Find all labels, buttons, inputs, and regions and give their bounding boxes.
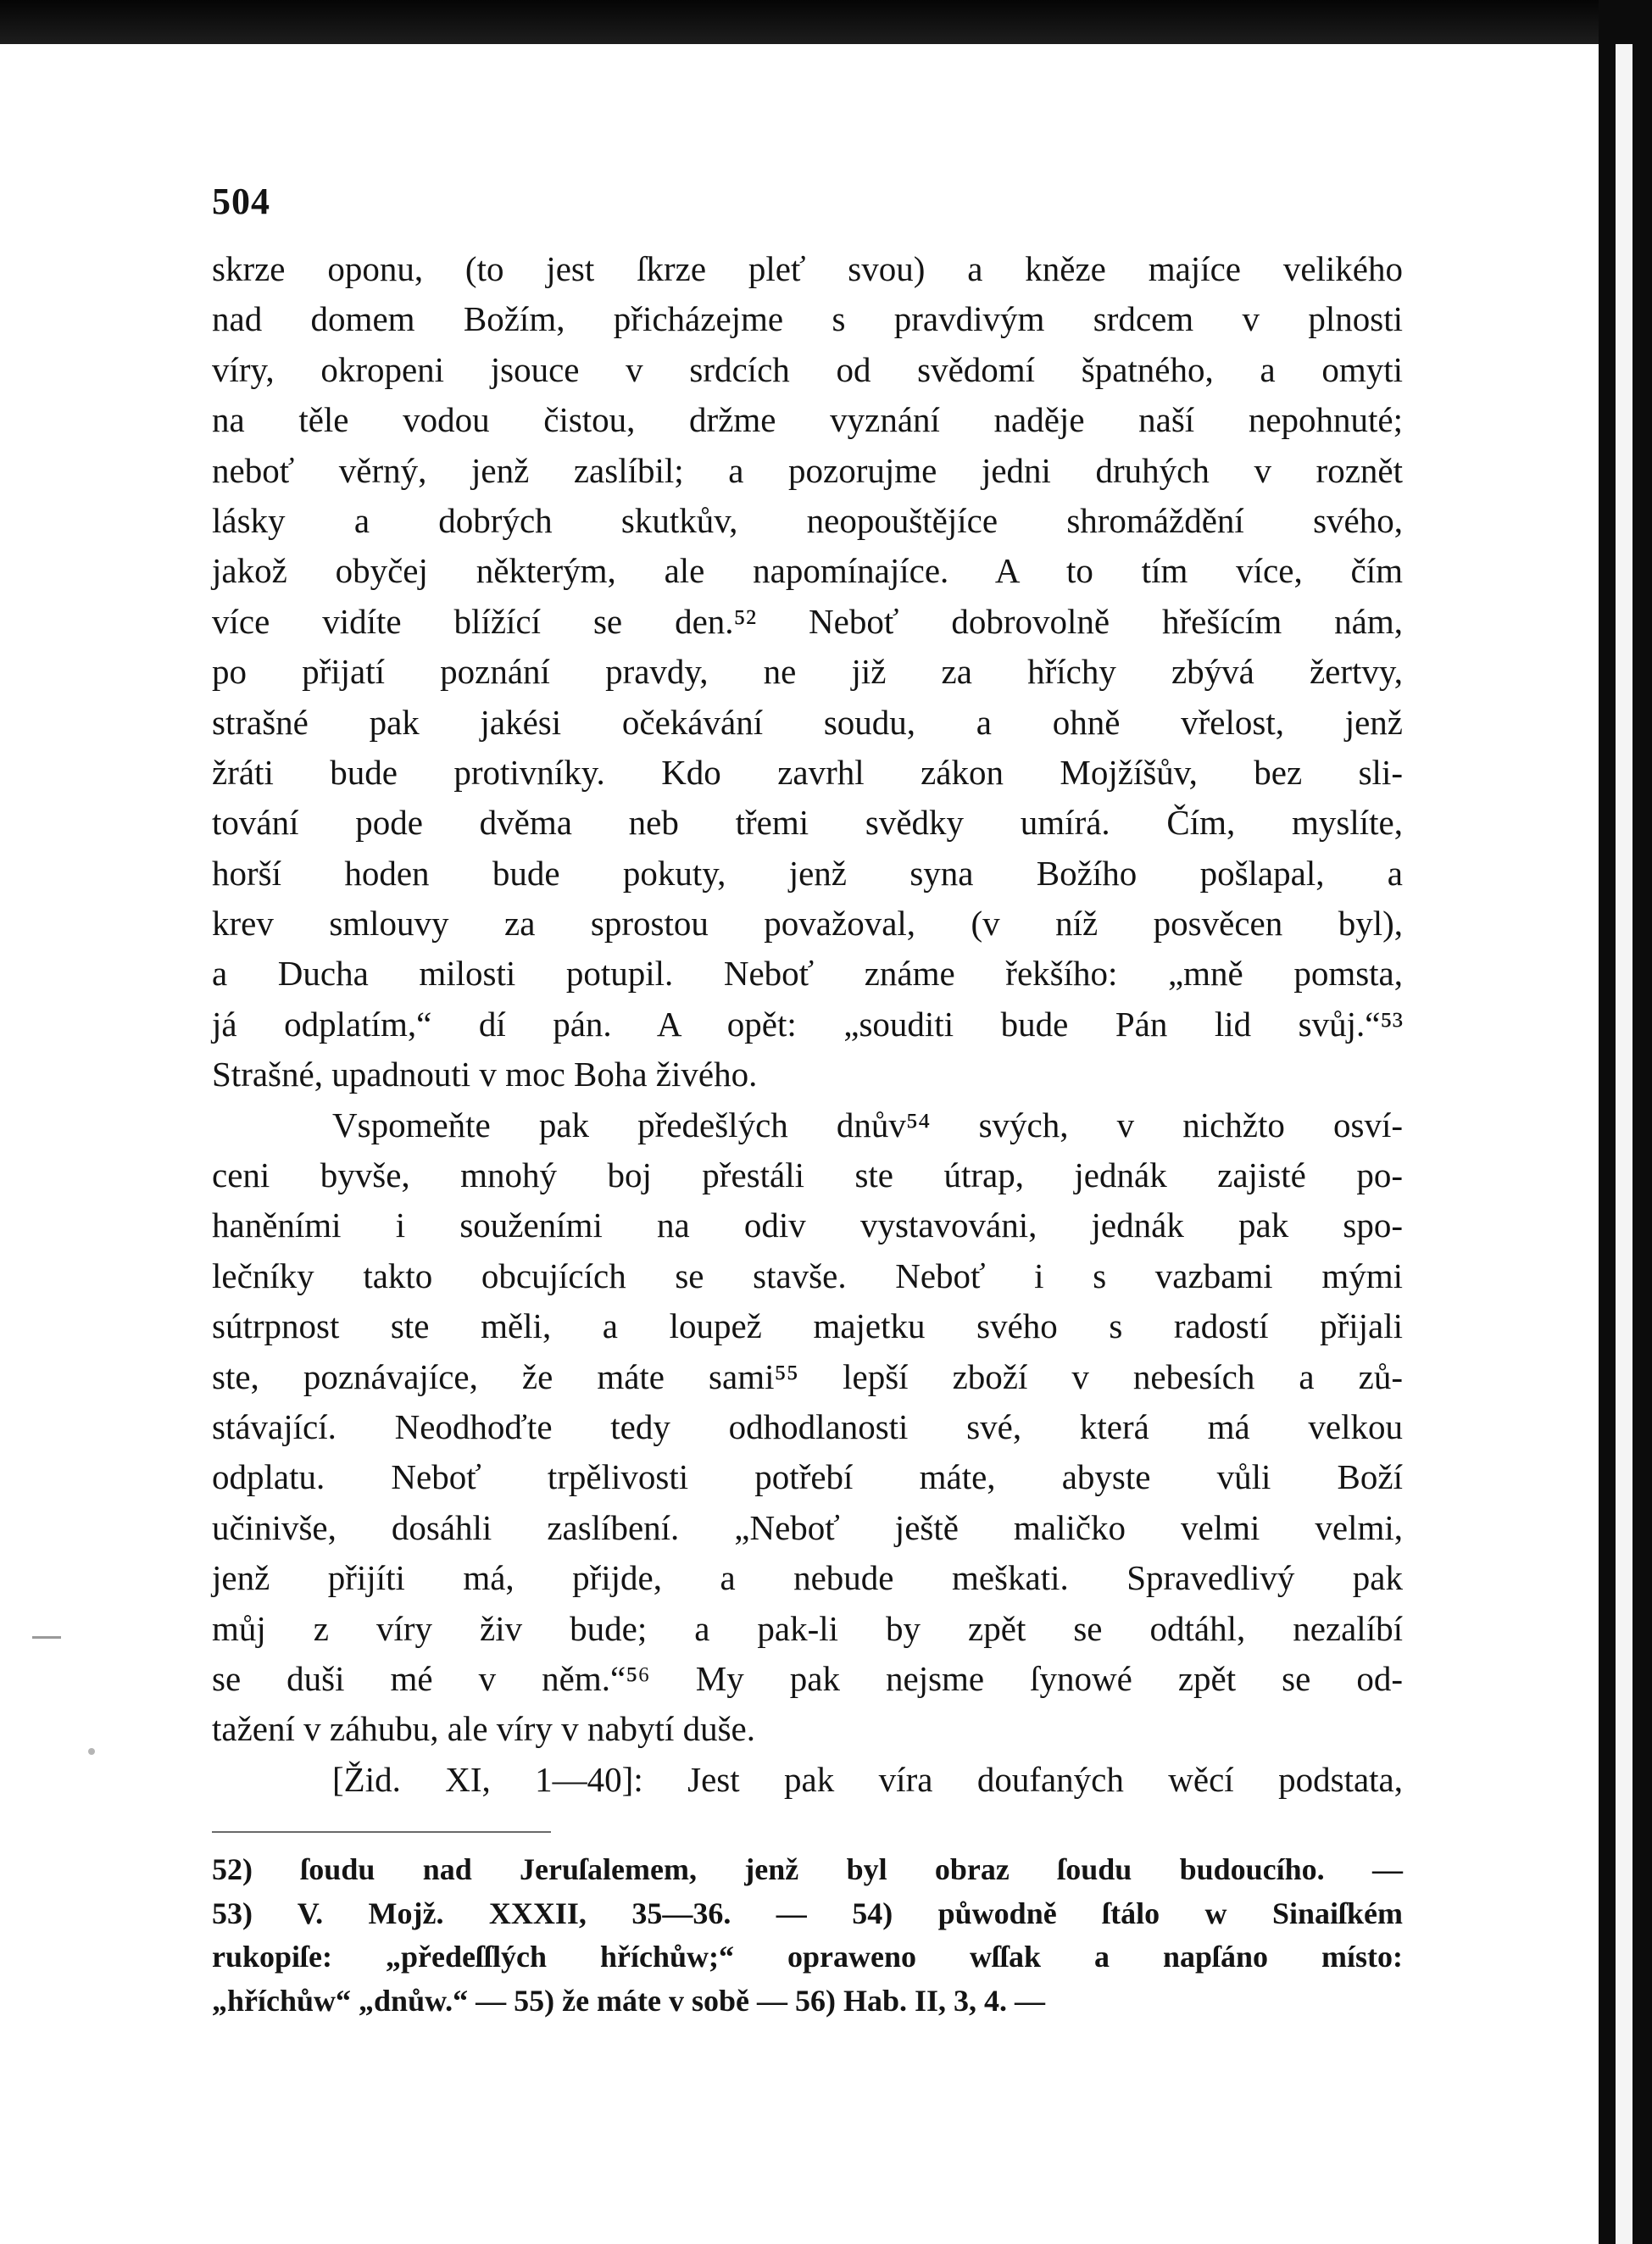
scan-margin-mark [32,1636,61,1639]
body-line: lásky a dobrých skutkův, neopouštějíce shromáždění svého, [212,500,1403,540]
body-line: jakož obyčej některým, ale napomínajíce. A to tím více, čím [212,551,1403,591]
body-line: krev smlouvy za sprostou považoval, (v níž posvěcen byl), [212,904,1403,944]
body-line: žráti bude protivníky. Kdo zavrhl zákon Mojžíšův, bez sli- [212,752,1403,792]
footnote-line: „hříchůw“ „dnůw.“ — 55) že máte v sobě — 56) Hab. II, 3, 4. — [212,1983,1046,2018]
scan-dot [88,1748,95,1755]
body-line: nad domem Božím, přicházejme s pravdivým srdcem v plnosti [212,299,1403,339]
body-line: tažení v záhubu, ale víry v nabytí duše. [212,1709,755,1749]
scan-edge-right-inner [1616,44,1633,2244]
body-line: ceni byvše, mnohý boj přestáli ste útrap, jednák zajisté po- [212,1155,1403,1195]
body-line: víry, okropeni jsouce v srdcích od svědomí špatného, a omyti [212,349,1403,389]
body-line: stávající. Neodhoďte tedy odhodlanosti své, která má velkou [212,1406,1403,1446]
footnote-line: 53) V. Mojž. XXXII, 35—36. — 54) půwodně ſtálo w Sinaiſkém [212,1896,1403,1930]
body-line: sútrpnost ste měli, a loupež majetku svého s radostí přijali [212,1306,1403,1346]
body-line: horší hoden bude pokuty, jenž syna Božího pošlapal, a [212,853,1403,893]
page-number: 504 [212,181,270,222]
body-line: haněními i souženími na odiv vystavováni, jednák pak spo- [212,1206,1403,1245]
scan-edge-top [0,0,1652,44]
body-line: se duši mé v něm.“⁵⁶ My pak nejsme ſynowé zpět se od- [212,1658,1403,1698]
footnote-divider [212,1831,551,1833]
body-line: učinivše, dosáhli zaslíbení. „Neboť ještě maličko velmi velmi, [212,1507,1403,1547]
body-line: já odplatím,“ dí pán. A opět: „souditi bude Pán lid svůj.“⁵³ [212,1004,1403,1044]
body-line: neboť věrný, jenž zaslíbil; a pozorujme jedni druhých v roznět [212,450,1403,490]
footnote-line: rukopiſe: „předeſſlých hříchůw;“ opraweno wſſak a napſáno místo: [212,1940,1403,1974]
body-line: odplatu. Neboť trpělivosti potřebí máte, abyste vůli Boží [212,1457,1403,1497]
body-line: Vspomeňte pak předešlých dnův⁵⁴ svých, v nichžto osví- [332,1105,1403,1144]
body-line: lečníky takto obcujících se stavše. Neboť i s vazbami mými [212,1256,1403,1295]
footnote-line: 52) ſoudu nad Jeruſalemem, jenž byl obraz ſoudu budoucího. — [212,1852,1403,1886]
body-line: skrze oponu, (to jest ſkrze pleť svou) a kněze majíce velikého [212,249,1403,288]
body-line: strašné pak jakési očekávání soudu, a ohně vřelost, jenž [212,702,1403,742]
body-line: jenž přijíti má, přijde, a nebude meškati. Spravedlivý pak [212,1558,1403,1598]
footnotes [212,1848,1403,2023]
body-line: můj z víry živ bude; a pak-li by zpět se odtáhl, nezalíbí [212,1608,1403,1648]
body-line: ste, poznávajíce, že máte sami⁵⁵ lepší zboží v nebesích a zů- [212,1356,1403,1396]
body-text [212,244,1403,1805]
body-line: Strašné, upadnouti v moc Boha živého. [212,1055,758,1094]
body-line: více vidíte blížící se den.⁵² Neboť dobrovolně hřešícím nám, [212,601,1403,641]
body-line: tování pode dvěma neb třemi svědky umírá. Čím, myslíte, [212,803,1403,843]
body-line: na těle vodou čistou, držme vyznání naděje naší nepohnuté; [212,400,1403,440]
body-line: [Žid. XI, 1—40]: Jest pak víra doufaných wěcí podstata, [332,1759,1403,1799]
body-line: a Ducha milosti potupil. Neboť známe řekšího: „mně pomsta, [212,954,1403,994]
body-line: po přijatí poznání pravdy, ne již za hříchy zbývá žertvy, [212,652,1403,692]
